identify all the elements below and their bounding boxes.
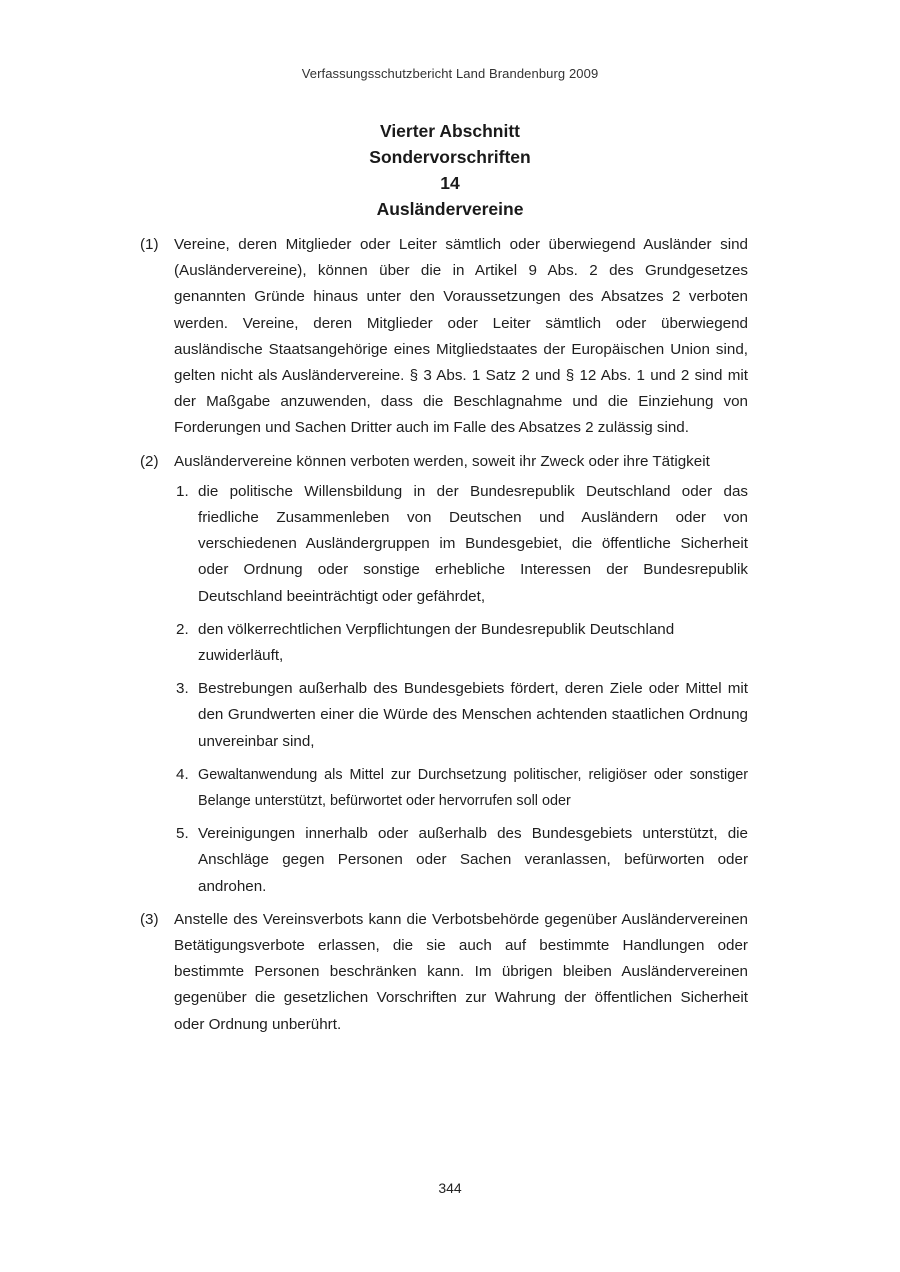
list-item-number: 2. bbox=[176, 620, 189, 638]
list-item-text: Vereinigungen innerhalb oder außerhalb des Bundesgebiets unterstützt, die Anschläge gegen Personen oder Sachen veranlassen, befürworten oder androhen. bbox=[198, 825, 748, 895]
list-item bbox=[140, 821, 748, 900]
list-item-number: 4. bbox=[176, 765, 189, 783]
list-item-text: Gewaltanwendung als Mittel zur Durchsetzung politischer, religiöser oder sonstiger Belange unterstützt, befürwortet oder hervorrufen soll oder bbox=[198, 766, 748, 810]
subsection-1 bbox=[140, 232, 748, 442]
subsection-text: Vereine, deren Mitglieder oder Leiter sämtlich oder überwiegend Ausländer sind (Ausländervereine), können über die in Artikel 9 Abs. 2 des Grundgesetzes genannten Gründe hinaus unter den Voraussetzungen des Absatzes 2 verboten werden. Vereine, deren Mitglieder oder Leiter sämtlich oder überwiegend ausländische Staatsangehörige eines Mitgliedstaates der Europäischen Union sind, gelten nicht als Ausländervereine. § 3 Abs. 1 Satz 2 und § 12 Abs. 1 und 2 sind mit der Maßgabe anzuwenden, dass die Beschlagnahme und die Einziehung von Forderungen und Sachen Dritter auch im Falle des Absatzes 2 zulässig sind. bbox=[174, 236, 748, 437]
subsection-3 bbox=[140, 907, 748, 1038]
subsection-number: (3) bbox=[140, 910, 159, 928]
list-item-number: 3. bbox=[176, 680, 189, 698]
list-item bbox=[140, 676, 748, 755]
paragraph-number: 14 bbox=[440, 173, 460, 193]
page-number: 344 bbox=[438, 1180, 462, 1196]
subsection-2 bbox=[140, 449, 748, 475]
list-item-text: den völkerrechtlichen Verpflichtungen der Bundesrepublik Deutschland zuwiderläuft, bbox=[198, 620, 675, 665]
subsection-text: Ausländervereine können verboten werden, soweit ihr Zweck oder ihre Tätigkeit bbox=[174, 452, 710, 470]
list-item bbox=[140, 617, 748, 669]
list-item-number: 1. bbox=[176, 482, 189, 500]
subsection-number: (2) bbox=[140, 452, 159, 470]
subsection-number: (1) bbox=[140, 236, 159, 253]
subsection-text: Anstelle des Vereinsverbots kann die Verbotsbehörde gegenüber Ausländervereinen Betätigungsverbote erlassen, die sie auch auf bestimmte Handlungen oder bestimmte Personen beschränken kann. Im übrigen bleiben Ausländervereinen gegenüber die gesetzlichen Vorschriften zur Wahrung der öffentlichen Sicherheit oder Ordnung unberührt. bbox=[174, 910, 748, 1033]
list-item-text: Bestrebungen außerhalb des Bundesgebiets fördert, deren Ziele oder Mittel mit den Grundwerten einer die Würde des Menschen achtenden staatlichen Ordnung unvereinbar sind, bbox=[198, 680, 748, 750]
running-header: Verfassungsschutzbericht Land Brandenburg 2009 bbox=[301, 66, 599, 81]
list-item-text: die politische Willensbildung in der Bundesrepublik Deutschland oder das friedliche Zusammenleben von Deutschen und Ausländern oder von verschiedenen Ausländergruppen im Bundesgebiet, die öffentliche Sicherheit oder Ordnung oder sonstige erhebliche Interessen der Bundesrepublik Deutschland beeinträchtigt oder gefährdet, bbox=[198, 482, 748, 605]
list-item bbox=[140, 479, 748, 610]
paragraph-title: Ausländervereine bbox=[376, 199, 524, 219]
list-item-number: 5. bbox=[176, 825, 189, 843]
law-text bbox=[140, 232, 748, 1045]
section-title: Vierter Abschnitt bbox=[379, 121, 521, 141]
list-item bbox=[140, 762, 748, 814]
section-heading bbox=[0, 118, 900, 222]
section-subtitle: Sondervorschriften bbox=[369, 147, 531, 167]
